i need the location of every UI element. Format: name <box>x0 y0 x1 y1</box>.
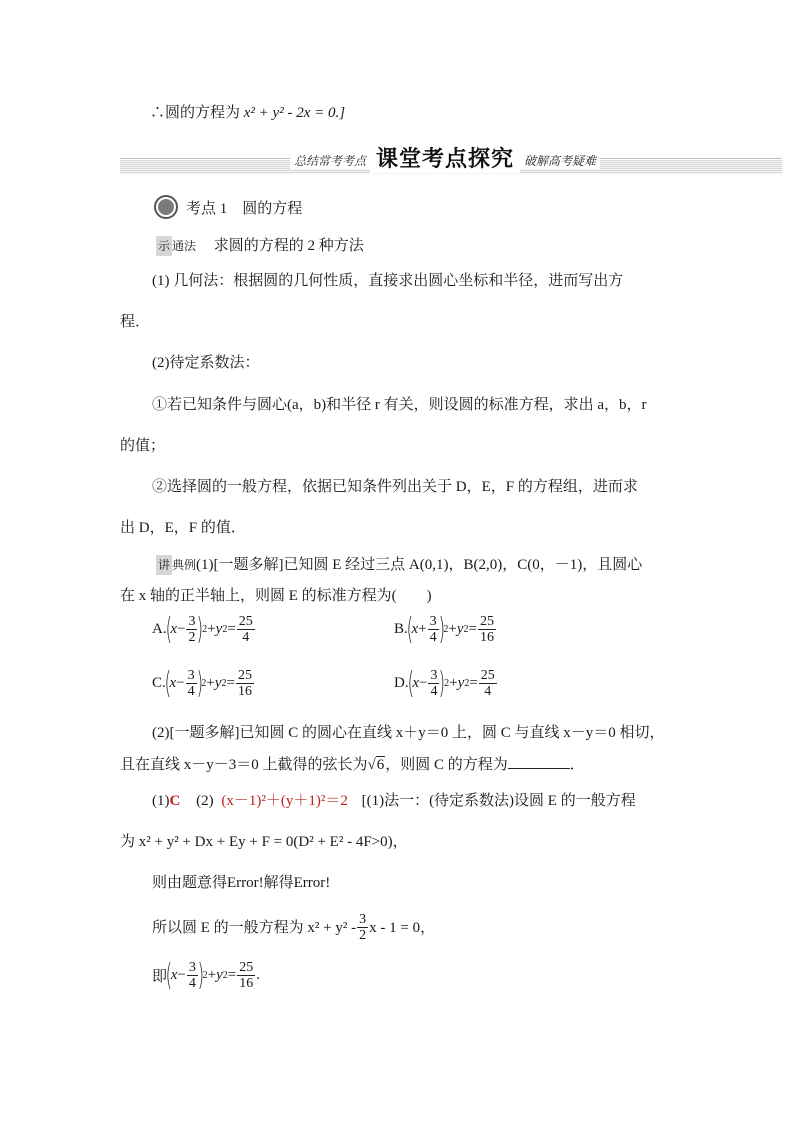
para-undetermined: (2)待定系数法： <box>152 355 260 371</box>
answer-line-4-b: x - 1 = 0， <box>369 919 436 936</box>
question2-line-2: 且在直线 x－y－3＝0 上截得的弦长为√6，则圆 C 的方程为 ． <box>120 754 585 775</box>
answer-1-value: C <box>169 793 181 809</box>
answer-line-4-frac <box>357 912 368 943</box>
example-line-1 <box>156 555 642 575</box>
option-c-frac2 <box>236 668 254 699</box>
answer-line-4-a: 所以圆 E 的一般方程为 x² + y² - <box>152 919 357 936</box>
banner-title: 课堂考点探究 <box>370 142 520 173</box>
option-b-n1: 3 <box>429 614 437 629</box>
option-a-frac2 <box>237 614 255 645</box>
option-d-n2: 25 <box>480 668 495 683</box>
option-c-n2: 25 <box>237 668 252 683</box>
answer-line-3: 则由题意得Error!解得Error! <box>152 875 331 891</box>
option-d-n1: 3 <box>430 668 438 683</box>
option-d-d1: 4 <box>430 684 438 699</box>
option-c-d2: 16 <box>237 684 252 699</box>
para-geometric-2: 程． <box>120 314 151 330</box>
option-d-sign: − <box>418 675 428 691</box>
answer-2-value: (x－1)²＋(y＋1)²＝2 <box>221 793 348 809</box>
option-c-frac1 <box>186 668 197 699</box>
option-d[interactable]: D. ( x − $\frac{3}{4}$ ) 2 + y 2 = $\frac{25}{4}$ <box>394 665 495 701</box>
answer-line-1 <box>152 791 636 811</box>
option-d-label: D. <box>394 675 409 691</box>
option-a[interactable]: A. ( x − $\frac{3}{2}$ ) 2 + y 2 = $\frac{25}{4}$ <box>152 611 253 647</box>
section-heading: 考点 1 圆的方程 <box>186 201 303 217</box>
option-b[interactable]: B. ( x + $\frac{3}{4}$ ) 2 + y 2 = $\frac{25}{16}$ <box>394 611 494 647</box>
answer-line-4-den: 2 <box>359 928 367 943</box>
example-tag-label: 典例 <box>172 558 197 572</box>
option-d-d2: 4 <box>484 684 492 699</box>
para-geometric-1: (1) 几何法：根据圆的几何性质，直接求出圆心坐标和半径，进而写出方 <box>152 273 624 289</box>
option-b-label: B. <box>394 621 408 637</box>
option-b-frac2 <box>478 614 496 645</box>
option-c-d1: 4 <box>187 684 195 699</box>
method-tag-icon: 示 <box>156 236 172 256</box>
para-general-1: ②选择圆的一般方程，依据已知条件列出关于 D，E，F 的方程组，进而求 <box>152 479 638 495</box>
conclusion-prefix: ∴圆的方程为 <box>150 105 244 121</box>
option-a-label: A. <box>152 621 167 637</box>
answer-2-label: (2) <box>196 793 214 809</box>
example-tag-icon: 讲 <box>156 555 172 575</box>
para-standard-1: ①若已知条件与圆心(a，b)和半径 r 有关，则设圆的标准方程，求出 a，b，r <box>152 397 647 413</box>
method-heading <box>156 236 364 256</box>
option-c[interactable]: C. ( x − $\frac{3}{4}$ ) 2 + y 2 = $\frac{25}{16}$ <box>152 665 252 701</box>
option-c-n1: 3 <box>187 668 195 683</box>
conclusion-equation: x² + y² - 2x = 0.] <box>243 105 346 121</box>
answer-blank[interactable] <box>508 754 570 769</box>
banner-left-text: 总结常考考点 <box>290 152 370 169</box>
answer-line-5-d2: 16 <box>239 976 254 991</box>
answer-line-5-n1: 3 <box>188 960 196 975</box>
option-b-d2: 16 <box>479 630 494 645</box>
banner-right-text: 破解高考疑难 <box>520 152 600 169</box>
example-text-1: (1)[一题多解]已知圆 E 经过三点 A(0,1)，B(2,0)，C(0，－1)，且圆心 <box>196 557 643 573</box>
para-general-2: 出 D，E，F 的值． <box>120 520 246 536</box>
option-a-n2: 25 <box>238 614 253 629</box>
question2-sqrt: 6 <box>376 757 385 773</box>
question2-text-b: ，则圆 C 的方程为 <box>385 757 508 773</box>
prev-conclusion <box>150 103 345 123</box>
option-a-n1: 3 <box>188 614 196 629</box>
answer-line-2: 为 x² + y² + Dx + Ey + F = 0(D² + E² - 4F>0)， <box>120 834 408 850</box>
question2-line-1: (2)[一题多解]已知圆 C 的圆心在直线 x＋y＝0 上，圆 C 与直线 x－y＝0 相切， <box>152 725 665 741</box>
option-c-sign: − <box>176 675 185 691</box>
question2-text-a: 且在直线 x－y－3＝0 上截得的弦长为 <box>120 757 368 773</box>
option-b-frac1 <box>428 614 439 645</box>
method-tag-label: 通法 <box>172 239 197 253</box>
answer-line-5-d1: 4 <box>188 976 196 991</box>
option-a-d1: 2 <box>188 630 196 645</box>
section-circle-icon <box>154 195 178 219</box>
method-title: 求圆的方程的 2 种方法 <box>213 238 364 254</box>
section-banner <box>290 142 600 173</box>
option-b-n2: 25 <box>479 614 494 629</box>
option-b-d1: 4 <box>429 630 437 645</box>
question2-text-c: ． <box>569 757 585 773</box>
answer-line-4-num: 3 <box>359 912 367 927</box>
example-line-2: 在 x 轴的正半轴上，则圆 E 的标准方程为( ) <box>120 588 432 604</box>
answer-line-5: 即 ( x − $\frac{3}{4}$ ) 2 + y 2 = $\frac{25}{16}$ . <box>152 957 260 993</box>
option-a-sign: − <box>176 621 186 637</box>
answer-line-5-prefix: 即 <box>152 969 168 985</box>
option-c-label: C. <box>152 675 166 691</box>
answer-line-5-frac1 <box>187 960 198 991</box>
option-b-sign: + <box>418 621 427 637</box>
answer-1-label: (1) <box>152 793 170 809</box>
option-d-frac2 <box>479 668 497 699</box>
answer-line-5-n2: 25 <box>239 960 254 975</box>
answer-line-5-frac2 <box>237 960 255 991</box>
solution-intro: [(1)法一：(待定系数法)设圆 E 的一般方程 <box>361 793 636 809</box>
answer-line-4 <box>152 912 435 943</box>
para-standard-2: 的值； <box>120 438 166 454</box>
option-a-d2: 4 <box>242 630 250 645</box>
